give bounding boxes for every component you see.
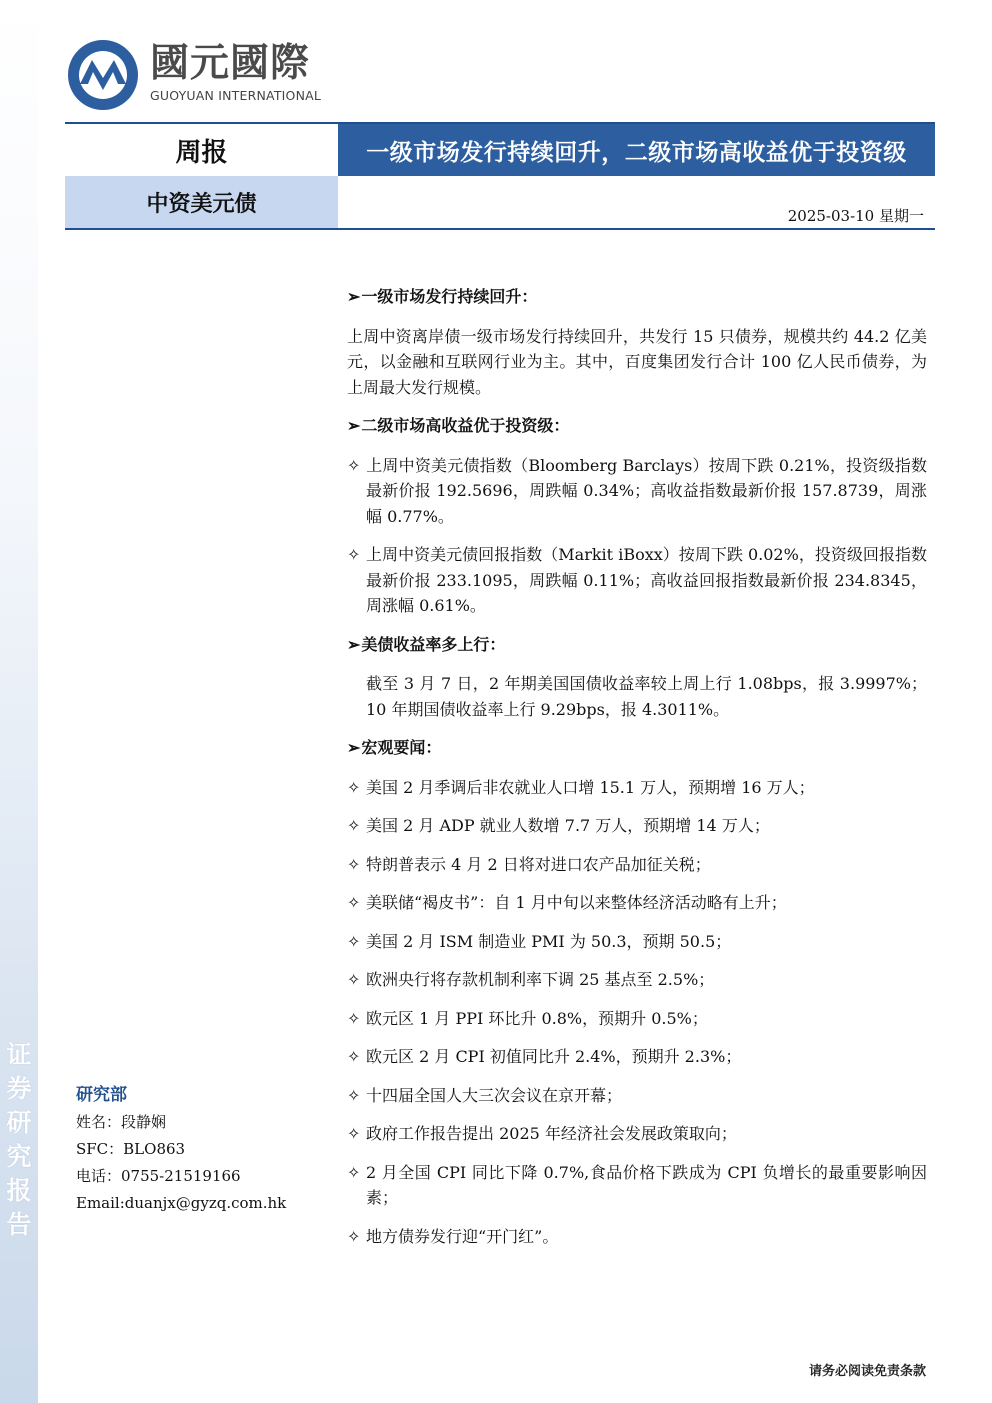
header-rule-bottom [65,228,935,230]
sparkle-bullet-icon: ✧ [347,816,361,835]
sparkle-bullet-icon: ✧ [347,854,361,874]
news-item [347,1160,927,1211]
report-date: 2025-03-10 星期一 [787,207,924,225]
bullet-item [347,542,927,619]
news-item [347,929,927,955]
sidebar-vertical-text [4,1038,34,1242]
news-text: 政府工作报告提出 2025 年经济社会发展政策取向； [366,1124,737,1143]
sidebar-char: 究 [6,1142,32,1171]
section-heading [347,284,927,310]
section-heading [347,735,927,761]
news-item [347,967,927,993]
sparkle-bullet-icon: ✧ [347,545,361,564]
news-item [347,1044,927,1070]
bullet-item [347,453,927,530]
sparkle-bullet-icon: ✧ [347,1124,361,1143]
research-dept-info [76,1082,286,1217]
section-heading [347,413,927,439]
logo-mark-icon [66,38,140,112]
news-text: 欧洲央行将存款机制利率下调 25 基点至 2.5%； [366,970,715,989]
sparkle-bullet-icon: ✧ [347,455,361,475]
news-text: 美国 2 月季调后非农就业人口增 15.1 万人，预期增 16 万人； [366,777,815,797]
arrow-icon: ➢ [347,738,361,757]
sparkle-bullet-icon: ✧ [347,931,361,951]
logo-chinese-text: 國元國際 [150,41,311,86]
dept-title: 研究部 [76,1085,127,1105]
sparkle-bullet-icon: ✧ [347,1047,361,1066]
news-item [347,813,927,839]
company-logo [66,38,346,113]
paragraph: 截至 3 月 7 日，2 年期美国国债收益率较上周上行 1.08bps，报 3.9997%；10 年期国债收益率上行 9.29bps，报 4.3011%。 [366,674,927,719]
sparkle-bullet-icon: ✧ [347,1085,361,1105]
disclaimer-link[interactable]: 请务必阅读免责条款 [808,1364,926,1379]
section-heading-text: 美债收益率多上行： [361,634,506,654]
news-item [347,852,927,878]
report-body [347,284,927,1262]
analyst-phone: 电话：0755-21519166 [76,1167,241,1185]
news-item [347,1224,927,1250]
news-item [347,775,927,801]
report-title: 一级市场发行持续回升，二级市场高收益优于投资级 [338,124,935,176]
report-type: 周报 [65,124,338,176]
analyst-email[interactable]: Email:duanjx@gyzq.com.hk [76,1194,287,1212]
news-text: 美国 2 月 ADP 就业人数增 7.7 万人，预期增 14 万人； [366,816,770,835]
sidebar-char: 研 [6,1108,32,1137]
news-item [347,1121,927,1147]
section-heading [347,632,927,658]
sparkle-bullet-icon: ✧ [347,1162,361,1182]
news-text: 十四届全国人大三次会议在京开幕； [366,1085,623,1105]
news-text: 欧元区 1 月 PPI 环比升 0.8%，预期升 0.5%； [366,1008,708,1028]
analyst-sfc: SFC：BLO863 [76,1140,186,1158]
sidebar-char: 券 [6,1074,32,1103]
arrow-icon: ➢ [347,287,361,306]
news-text: 美联储“褐皮书”：自 1 月中旬以来整体经济活动略有上升； [366,893,787,912]
sparkle-bullet-icon: ✧ [347,893,361,912]
sparkle-bullet-icon: ✧ [347,1008,361,1028]
news-text: 2 月全国 CPI 同比下降 0.7%,食品价格下跌成为 CPI 负增长的最重要影响因素； [366,1162,927,1207]
bullet-text: 上周中资美元债指数（Bloomberg Barclays）按周下跌 0.21%，投资级指数最新价报 192.5696，周跌幅 0.34%；高收益指数最新价报 157.8739，周涨幅 0.77%。 [366,455,927,526]
report-category: 中资美元债 [65,176,338,228]
logo-english-text: GUOYUAN INTERNATIONAL [150,88,322,103]
section-heading-text: 宏观要闻： [361,738,442,757]
news-item [347,890,927,916]
section-heading-text: 二级市场高收益优于投资级： [361,416,570,435]
section-heading-text: 一级市场发行持续回升： [361,287,538,306]
news-text: 地方债券发行迎“开门红”。 [366,1226,559,1246]
news-item [347,1083,927,1109]
arrow-icon: ➢ [347,634,361,654]
sparkle-bullet-icon: ✧ [347,970,361,989]
arrow-icon: ➢ [347,416,361,435]
news-text: 欧元区 2 月 CPI 初值同比升 2.4%，预期升 2.3%； [366,1047,742,1066]
paragraph: 上周中资离岸债一级市场发行持续回升，共发行 15 只债券，规模共约 44.2 亿美元，以金融和互联网行业为主。其中，百度集团发行合计 100 亿人民币债券，为上周最大发行规模。 [347,326,927,397]
news-item [347,1006,927,1032]
news-text: 特朗普表示 4 月 2 日将对进口农产品加征关税； [366,854,711,874]
sparkle-bullet-icon: ✧ [347,1226,361,1246]
analyst-name: 姓名：段静娴 [76,1113,167,1131]
news-text: 美国 2 月 ISM 制造业 PMI 为 50.3，预期 50.5； [366,931,732,951]
sparkle-bullet-icon: ✧ [347,777,361,797]
bullet-text: 上周中资美元债回报指数（Markit iBoxx）按周下跌 0.02%，投资级回报指数最新价报 233.1095，周跌幅 0.11%；高收益回报指数最新价报 234.8345，周涨幅 0.61%。 [366,545,927,615]
sidebar-char: 证 [6,1040,32,1069]
sidebar-char: 报 [6,1176,32,1205]
sidebar-char: 告 [6,1210,32,1239]
